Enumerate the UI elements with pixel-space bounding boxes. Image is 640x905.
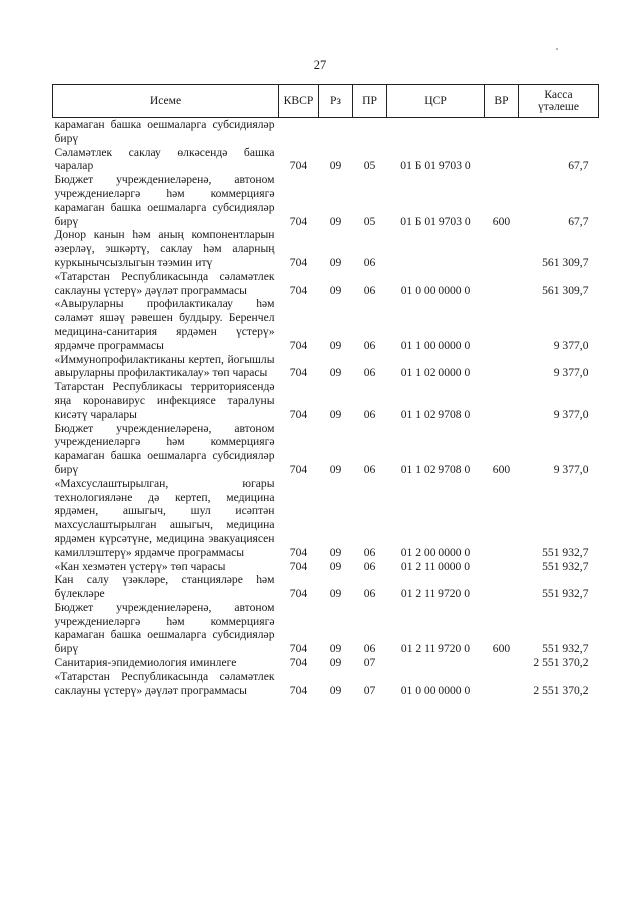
cell-vr	[485, 477, 519, 560]
cell-vr	[485, 353, 519, 381]
cell-csr	[387, 118, 485, 146]
cell-pr: 06	[363, 587, 376, 601]
cell-kvsr: 704	[289, 683, 308, 697]
cell-rz: 09	[329, 545, 342, 559]
table-row	[53, 573, 599, 601]
cell-rz: 09	[329, 559, 342, 573]
cell-amount: 551 932,7	[542, 545, 589, 559]
cell-rz: 09	[329, 255, 342, 269]
cell-amount: 561 309,7	[542, 255, 589, 269]
cell-vr	[485, 573, 519, 601]
col-header-pr: ПР	[353, 85, 387, 118]
table-row	[53, 146, 599, 174]
cell-csr: 01 2 11 0000 0	[400, 559, 471, 573]
col-header-name: Исеме	[53, 85, 279, 118]
cell-pr: 06	[363, 545, 376, 559]
cell-rz: 09	[329, 159, 342, 173]
cell-amount: 9 377,0	[553, 407, 589, 421]
cell-pr: 06	[363, 462, 376, 476]
cell-amount: 561 309,7	[542, 283, 589, 297]
cell-kvsr: 704	[289, 338, 308, 352]
cell-name: «Татарстан Республикасында сәламәтлек саклауны үстерү» дәүләт программасы	[54, 669, 275, 697]
cell-name: Бюджет учреждениеләренә, автоном учреждениеләргә һәм коммерциягә карамаган башка оешмаларга субсидияләр бирү	[54, 173, 275, 228]
cell-csr: 01 Б 01 9703 0	[400, 159, 471, 173]
cell-pr: 05	[363, 214, 376, 228]
cell-csr: 01 1 02 9708 0	[400, 462, 471, 476]
cell-rz: 09	[329, 587, 342, 601]
cell-kvsr: 704	[289, 407, 308, 421]
cell-amount: 2 551 370,2	[533, 683, 589, 697]
cell-kvsr: 704	[289, 656, 308, 670]
cell-pr: 06	[363, 255, 376, 269]
cell-amount: 2 551 370,2	[533, 656, 589, 670]
table-row	[53, 601, 599, 656]
col-header-kvsr: КВСР	[279, 85, 319, 118]
cell-kvsr: 704	[289, 545, 308, 559]
cell-kvsr	[279, 118, 319, 146]
col-header-vr: ВР	[485, 85, 519, 118]
cell-csr	[387, 656, 485, 670]
cell-amount	[519, 118, 599, 146]
budget-table	[52, 84, 599, 697]
table-row	[53, 560, 599, 574]
table-row	[53, 380, 599, 421]
cell-rz: 09	[329, 366, 342, 380]
cell-pr: 06	[363, 559, 376, 573]
table-row	[53, 118, 599, 146]
table-row	[53, 353, 599, 381]
col-header-csr: ЦСР	[387, 85, 485, 118]
table-row	[53, 297, 599, 352]
cell-amount: 67,7	[568, 159, 589, 173]
cell-rz: 09	[329, 462, 342, 476]
cell-amount: 67,7	[568, 214, 589, 228]
cell-amount: 9 377,0	[553, 462, 589, 476]
cell-name: Кан салу үзәкләре, станцияләре һәм бүлекләре	[54, 573, 275, 601]
cell-csr: 01 2 00 0000 0	[400, 545, 471, 559]
cell-pr: 05	[363, 159, 376, 173]
cell-pr: 07	[363, 656, 376, 670]
cell-rz: 09	[329, 214, 342, 228]
table-header-row	[53, 85, 599, 118]
cell-name: Бюджет учреждениеләренә, автоном учреждениеләргә һәм коммерциягә карамаган башка оешмаларга субсидияләр бирү	[54, 600, 275, 656]
col-header-kassa-line1: Касса	[544, 88, 573, 101]
table-row	[53, 422, 599, 477]
cell-pr: 06	[363, 642, 376, 656]
cell-csr: 01 1 02 0000 0	[400, 366, 471, 380]
col-header-rz: Рз	[319, 85, 353, 118]
cell-pr: 06	[363, 366, 376, 380]
cell-pr: 06	[363, 338, 376, 352]
cell-vr	[485, 380, 519, 421]
cell-name: Донор канын һәм аның компонентларын әзерләү, эшкәртү, саклау һәм аларның куркынычсызлыгын тәэмин итү	[54, 228, 275, 269]
cell-csr: 01 Б 01 9703 0	[400, 214, 471, 228]
cell-name: Санитария-эпидемиология иминлеге	[54, 656, 237, 670]
cell-name: «Кан хезмәтен үстерү» төп чарасы	[54, 559, 226, 573]
cell-csr: 01 1 00 0000 0	[400, 338, 471, 352]
cell-name: Бюджет учреждениеләренә, автоном учреждениеләргә һәм коммерциягә карамаган башка оешмаларга субсидияләр бирү	[54, 421, 275, 476]
table-row	[53, 228, 599, 269]
cell-vr	[485, 670, 519, 698]
cell-kvsr: 704	[289, 462, 308, 476]
cell-kvsr: 704	[289, 559, 308, 573]
table-row	[53, 477, 599, 560]
cell-kvsr: 704	[289, 642, 308, 656]
cell-name: Сәламәтлек саклау өлкәсендә башка чаралар	[54, 145, 275, 173]
scan-speck	[556, 48, 558, 50]
cell-name: «Махсуслаштырылган, югары технологияләне дә кертеп, медицина ярдәмен, ашыгыч, шул исәптән махсуслаштырылган ашыгыч, медицина ярдәмен күрсәтүне, медицина эвакуациясен камиллэштерү» ярдәмче программасы	[54, 476, 275, 559]
cell-vr	[485, 560, 519, 574]
cell-rz	[319, 118, 353, 146]
page-number: 27	[313, 58, 327, 72]
cell-vr	[485, 297, 519, 352]
cell-csr	[387, 228, 485, 269]
cell-rz: 09	[329, 683, 342, 697]
cell-amount: 551 932,7	[542, 587, 589, 601]
cell-csr: 01 2 11 9720 0	[400, 587, 471, 601]
cell-rz: 09	[329, 338, 342, 352]
cell-vr	[485, 656, 519, 670]
cell-kvsr: 704	[289, 159, 308, 173]
cell-amount: 551 932,7	[542, 642, 589, 656]
col-header-kassa-line2: үтәлеше	[537, 100, 579, 113]
cell-kvsr: 704	[289, 255, 308, 269]
cell-rz: 09	[329, 656, 342, 670]
cell-csr: 01 2 11 9720 0	[400, 642, 471, 656]
cell-vr: 600	[492, 642, 511, 656]
cell-vr: 600	[492, 462, 511, 476]
cell-name: Татарстан Республикасы территориясендә яңа коронавирус инфекциясе таралуны кисәтү чаралары	[54, 380, 275, 421]
cell-amount: 9 377,0	[553, 338, 589, 352]
cell-kvsr: 704	[289, 214, 308, 228]
cell-name: «Иммунопрофилактиканы кертеп, йогышлы авыруларны профилактикалау» төп чарасы	[54, 352, 275, 380]
cell-amount: 551 932,7	[542, 559, 589, 573]
table-row	[53, 173, 599, 228]
cell-csr: 01 0 00 0000 0	[400, 283, 471, 297]
table-row	[53, 656, 599, 670]
cell-kvsr: 704	[289, 283, 308, 297]
cell-vr	[485, 118, 519, 146]
cell-name: «Авыруларны профилактикалау һәм сәламәт яшәү рәвешен булдыру. Беренчел медицина-санитария ярдәмен үстерү» ярдәмче программасы	[54, 297, 275, 352]
cell-rz: 09	[329, 642, 342, 656]
cell-name: «Татарстан Республикасында сәламәтлек саклауны үстерү» дәүләт программасы	[54, 269, 275, 297]
cell-name: карамаган башка оешмаларга субсидияләр бирү	[54, 118, 275, 145]
cell-rz: 09	[329, 407, 342, 421]
col-header-kassa	[519, 85, 599, 118]
cell-csr: 01 1 02 9708 0	[400, 407, 471, 421]
cell-kvsr: 704	[289, 587, 308, 601]
cell-vr	[485, 146, 519, 174]
table-row	[53, 270, 599, 298]
cell-amount: 9 377,0	[553, 366, 589, 380]
cell-vr	[485, 270, 519, 298]
cell-kvsr: 704	[289, 366, 308, 380]
cell-pr	[353, 118, 387, 146]
cell-pr: 07	[363, 683, 376, 697]
table-row	[53, 670, 599, 698]
cell-vr	[485, 228, 519, 269]
cell-pr: 06	[363, 407, 376, 421]
cell-csr: 01 0 00 0000 0	[400, 683, 471, 697]
cell-rz: 09	[329, 283, 342, 297]
cell-pr: 06	[363, 283, 376, 297]
cell-vr: 600	[492, 214, 511, 228]
